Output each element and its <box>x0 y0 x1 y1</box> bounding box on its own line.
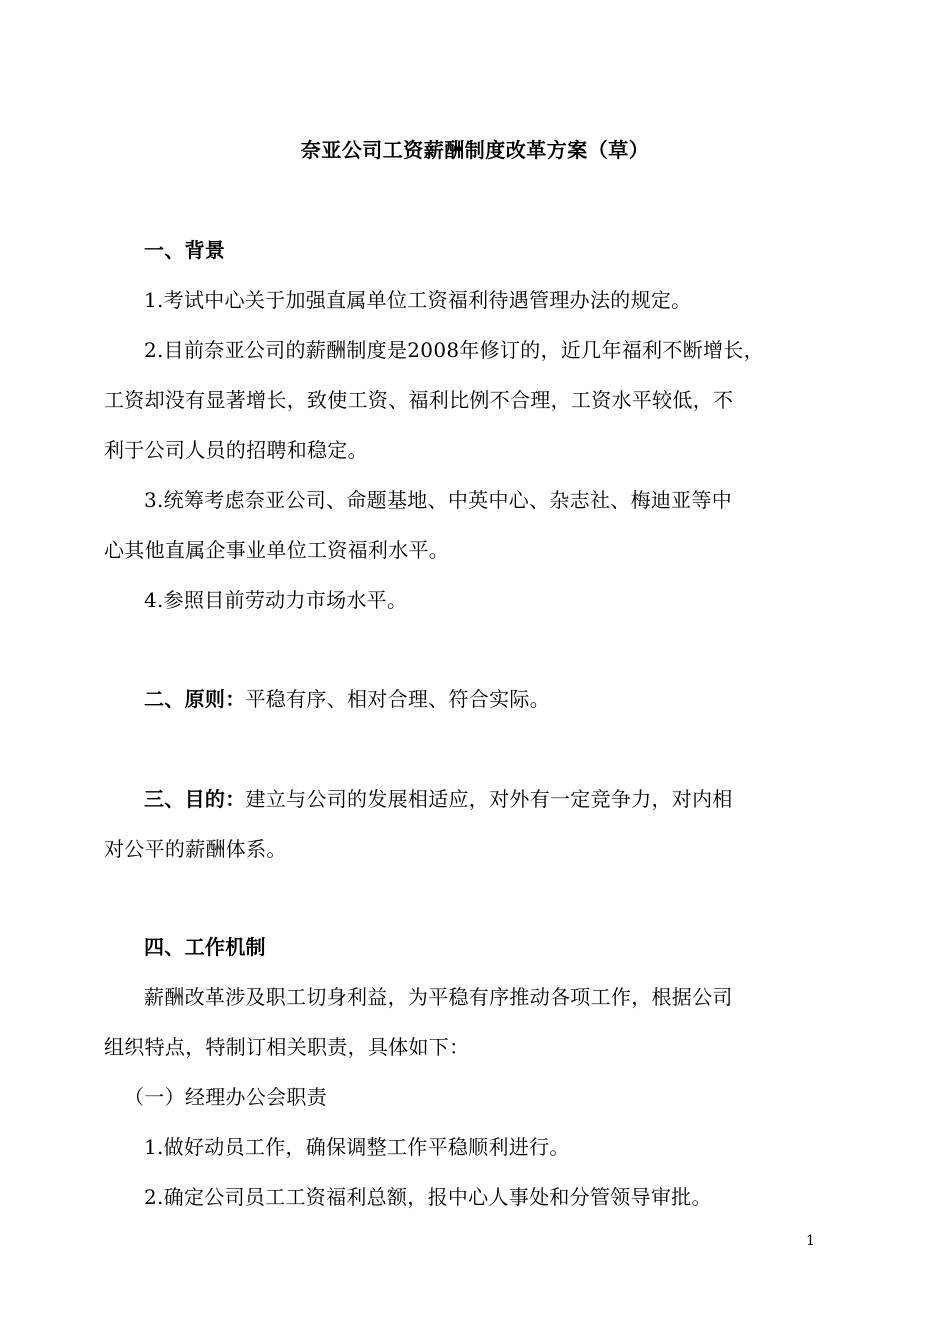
purpose-text-line-1: 建立与公司的发展相适应，对外有一定竞争力，对内相 <box>245 787 733 811</box>
background-item-2-line-1: 2.目前奈亚公司的薪酬制度是2008年修订的，近几年福利不断增长， <box>144 338 764 362</box>
section-heading-background: 一、背景 <box>144 238 226 262</box>
manager-duty-item-2: 2.确定公司员工工资福利总额，报中心人事处和分管领导审批。 <box>144 1185 712 1209</box>
work-mechanism-paragraph-line-2: 组织特点，特制订相关职责，具体如下： <box>104 1035 470 1059</box>
purpose-text-line-2: 对公平的薪酬体系。 <box>104 837 287 861</box>
section-heading-principle: 二、原则： <box>144 687 246 711</box>
principle-paragraph <box>144 683 864 715</box>
background-item-2-line-3: 利于公司人员的招聘和稳定。 <box>104 438 368 462</box>
background-item-3-line-2: 心其他直属企事业单位工资福利水平。 <box>104 538 450 562</box>
manager-duty-item-1: 1.做好动员工作，确保调整工作平稳顺利进行。 <box>144 1135 570 1159</box>
section-heading-work-mechanism: 四、工作机制 <box>144 935 266 959</box>
section-heading-purpose: 三、目的： <box>144 787 246 811</box>
background-item-3-line-1: 3.统筹考虑奈亚公司、命题基地、中英中心、杂志社、梅迪亚等中 <box>144 488 733 512</box>
background-item-4: 4.参照目前劳动力市场水平。 <box>144 588 408 612</box>
document-title: 奈亚公司工资薪酬制度改革方案（草） <box>300 138 650 162</box>
background-item-1: 1.考试中心关于加强直属单位工资福利待遇管理办法的规定。 <box>144 288 692 312</box>
page-number: 1 <box>806 1233 815 1249</box>
subsection-heading-manager-meeting: （一）经理办公会职责 <box>124 1085 327 1109</box>
work-mechanism-paragraph-line-1: 薪酬改革涉及职工切身利益，为平稳有序推动各项工作，根据公司 <box>144 985 733 1009</box>
background-item-2-line-2: 工资却没有显著增长，致使工资、福利比例不合理，工资水平较低，不 <box>104 388 734 412</box>
purpose-paragraph-line-1 <box>144 783 864 815</box>
principle-text: 平稳有序、相对合理、符合实际。 <box>245 687 550 711</box>
